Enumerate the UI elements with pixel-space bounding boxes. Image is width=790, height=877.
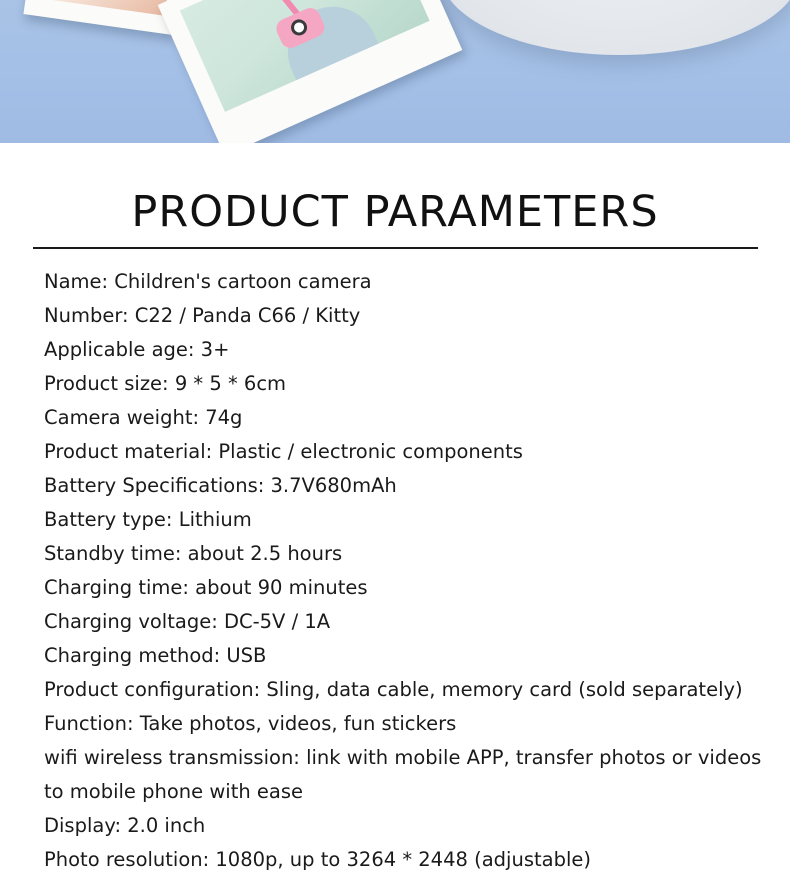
param-material: Product material: Plastic / electronic components: [44, 440, 523, 463]
parameter-list: [44, 265, 764, 877]
param-charging-voltage: Charging voltage: DC-5V / 1A: [44, 610, 331, 633]
param-display: Display: 2.0 inch: [44, 814, 206, 837]
param-number: Number: C22 / Panda C66 / Kitty: [44, 304, 361, 327]
photo-image: [180, 0, 430, 112]
hero-banner: [0, 0, 790, 143]
param-charging-method: Charging method: USB: [44, 644, 267, 667]
param-wifi: wifi wireless transmission: link with mobile APP, transfer photos or videos to mobile phone with ease: [44, 746, 762, 803]
param-battery-type: Battery type: Lithium: [44, 508, 252, 531]
param-name: Name: Children's cartoon camera: [44, 270, 372, 293]
param-function: Function: Take photos, videos, fun stickers: [44, 712, 457, 735]
param-charging-time: Charging time: about 90 minutes: [44, 576, 368, 599]
param-photo-resolution: Photo resolution: 1080p, up to 3264 * 2448 (adjustable): [44, 848, 591, 871]
title-divider: [33, 247, 758, 249]
param-size: Product size: 9 * 5 * 6cm: [44, 372, 287, 395]
section-title: PRODUCT PARAMETERS: [131, 187, 659, 237]
param-standby-time: Standby time: about 2.5 hours: [44, 542, 343, 565]
param-configuration: Product configuration: Sling, data cable, memory card (sold separately): [44, 678, 743, 701]
param-battery-spec: Battery Specifications: 3.7V680mAh: [44, 474, 397, 497]
param-age: Applicable age: 3+: [44, 338, 230, 361]
param-weight: Camera weight: 74g: [44, 406, 243, 429]
round-pedestal: [440, 0, 790, 55]
polaroid-photo-child-with-camera: [158, 0, 463, 143]
photo-image: [36, 0, 175, 16]
